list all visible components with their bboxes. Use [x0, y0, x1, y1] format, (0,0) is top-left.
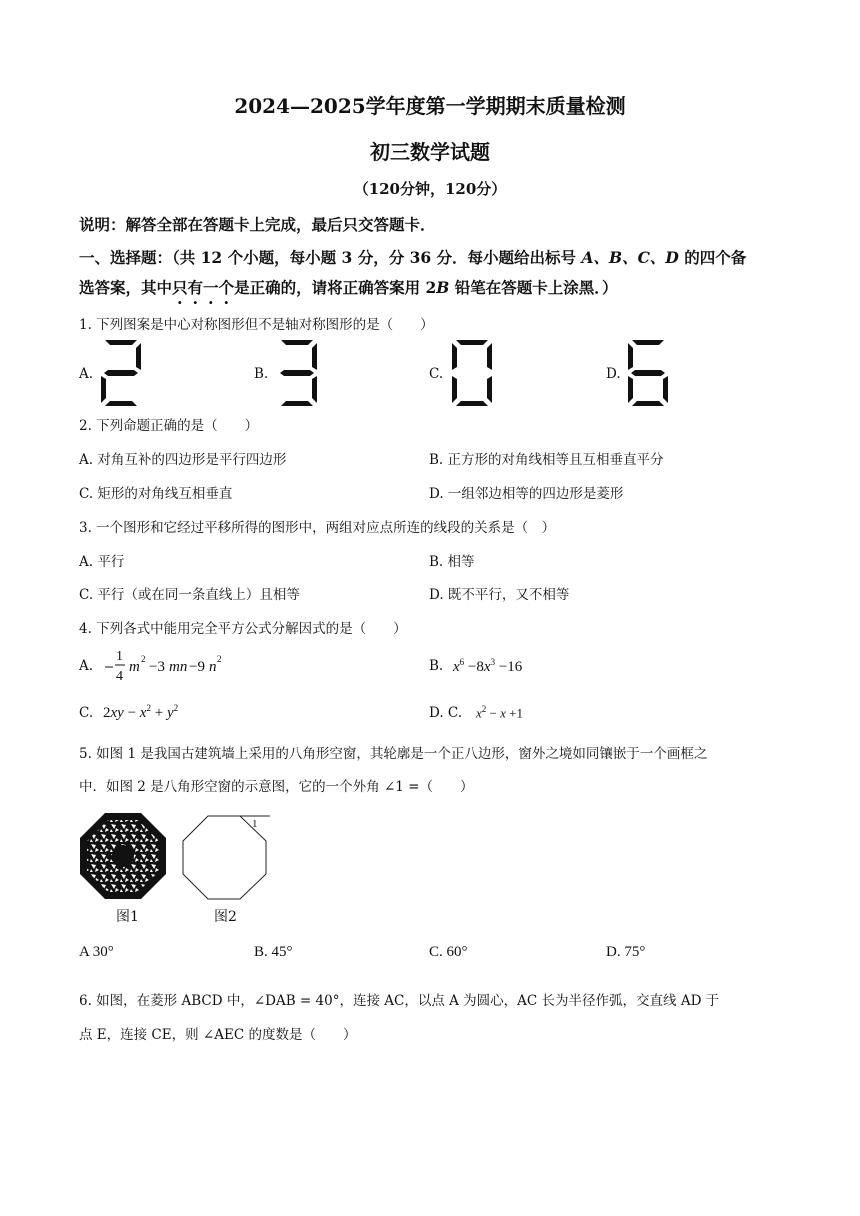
- q2-option-c: C. 矩形的对角线互相垂直: [79, 486, 233, 502]
- figure-2-caption: 图2: [214, 909, 237, 925]
- q5-option-d: D. 75°: [606, 944, 646, 960]
- section-heading-part5: 铅笔在答题卡上涂黑．）: [449, 278, 618, 297]
- q2-option-b: B. 正方形的对角线相等且互相垂直平分: [429, 452, 664, 468]
- q4-option-a-label: A.: [79, 658, 94, 674]
- section-heading-letters: A、B、C、D: [581, 248, 679, 267]
- seven-segment-digit-3-icon: [276, 339, 318, 407]
- svg-text:mn: mn: [169, 659, 188, 675]
- question-2-stem: 2. 下列命题正确的是（ ）: [79, 418, 259, 434]
- q3-option-c: C. 平行（或在同一条直线上）且相等: [79, 587, 300, 603]
- instructions-note: 说明：解答全部在答题卡上完成，最后只交答题卡．: [79, 215, 436, 234]
- question-5-line2: 中．如图 2 是八角形空窗的示意图，它的一个外角 ∠1 =（ ）: [79, 779, 474, 795]
- section-heading-line1: [79, 246, 746, 268]
- emphasis-char: 只: [172, 278, 188, 297]
- question-4-stem: 4. 下列各式中能用完全平方公式分解因式的是（ ）: [79, 621, 407, 637]
- q5-option-b: B. 45°: [254, 944, 293, 960]
- svg-text:2: 2: [141, 654, 146, 664]
- q4-option-b-label: B.: [429, 658, 444, 674]
- q2-option-d: D. 一组邻边相等的四边形是菱形: [429, 486, 624, 502]
- angle-1-label: 1: [252, 818, 258, 830]
- svg-text:m: m: [129, 659, 140, 675]
- q4-option-d-label: D. C.: [429, 705, 463, 721]
- emphasis-char: 一: [203, 278, 219, 297]
- seven-segment-digit-0-icon: [451, 339, 493, 407]
- q4-option-b-expression: $x^6 -8x^3 -16$: [453, 657, 523, 675]
- q1-option-a-label: A.: [79, 366, 94, 382]
- section-heading-line2: [79, 276, 618, 298]
- q1-option-d-label: D.: [606, 366, 621, 382]
- seven-segment-digit-6-icon: [627, 339, 669, 407]
- section-heading-part4: 是正确的，请将正确答案用 2: [234, 278, 437, 297]
- question-3-stem: 3. 一个图形和它经过平移所得的图形中，两组对应点所连的线段的关系是（ ）: [79, 520, 556, 536]
- q3-option-a: A. 平行: [79, 554, 125, 570]
- figure-1-caption: 图1: [116, 909, 139, 925]
- q4-option-a-formula: [103, 646, 243, 688]
- seven-segment-digit-2-icon: [100, 339, 142, 407]
- q4-option-d-expression: $x^2 - x +1$: [476, 704, 523, 721]
- q1-option-b-label: B.: [254, 366, 269, 382]
- section-heading-pencil-letter: B: [436, 278, 450, 297]
- q4-option-c-label: C.: [79, 705, 94, 721]
- q3-option-d: D. 既不平行，又不相等: [429, 587, 570, 603]
- q4-option-c-expression: $2xy - x^2 + y^2$: [103, 703, 179, 721]
- q3-option-b: B. 相等: [429, 554, 475, 570]
- svg-text:4: 4: [116, 669, 123, 684]
- q5-option-c: C. 60°: [429, 944, 468, 960]
- q4-option-a-expression: [103, 646, 243, 692]
- section-heading-part2: 的四个备: [678, 248, 747, 267]
- svg-text:2: 2: [217, 654, 222, 664]
- q5-option-a: A 30°: [79, 944, 114, 960]
- svg-text:−3: −3: [149, 659, 165, 675]
- page-title: 2024—2025学年度第一学期期末质量检测: [234, 94, 626, 118]
- section-heading-part1: 一、选择题：（共 12 个小题，每小题 3 分，分 36 分．每小题给出标号: [79, 248, 582, 267]
- question-6-line2: 点 E，连接 CE，则 ∠AEC 的度数是（ ）: [79, 1027, 357, 1043]
- svg-text:−9: −9: [189, 659, 205, 675]
- q2-option-a: A. 对角互补的四边形是平行四边形: [79, 452, 287, 468]
- octagonal-window-figure: [80, 813, 166, 899]
- svg-text:n: n: [209, 659, 217, 675]
- q1-option-c-label: C.: [429, 366, 444, 382]
- question-6-line1: 6. 如图，在菱形 ABCD 中，∠DAB = 40°，连接 AC，以点 A 为圆心，AC 长为半径作弧，交直线 AD 于: [79, 993, 720, 1009]
- question-1-stem: 1. 下列图案是中心对称图形但不是轴对称图形的是（ ）: [79, 317, 434, 333]
- section-heading-part3: 选答案，其中: [79, 278, 173, 297]
- emphasis-char: 个: [218, 278, 235, 297]
- octagon-schematic-figure: [180, 813, 272, 905]
- time-score: （120分钟，120分）: [353, 180, 507, 198]
- emphasis-char: 有: [187, 278, 204, 297]
- question-5-line1: 5. 如图 1 是我国古建筑墙上采用的八角形空窗，其轮廓是一个正八边形，窗外之境如同镶嵌于一个画框之: [79, 746, 708, 762]
- svg-text:1: 1: [116, 649, 123, 664]
- page-subtitle: 初三数学试题: [370, 140, 490, 164]
